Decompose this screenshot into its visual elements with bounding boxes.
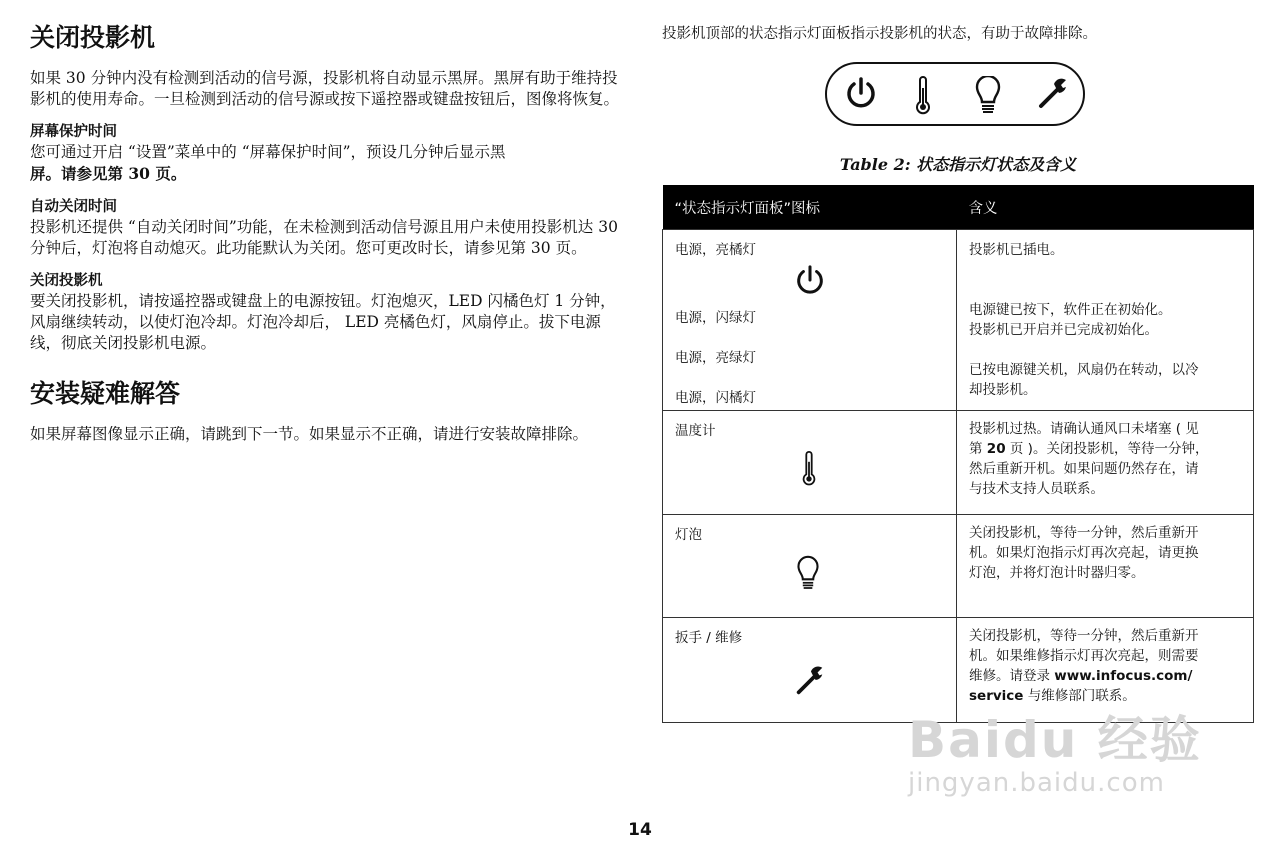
shutdown-heading: 关闭投影机 [30, 273, 103, 289]
thermo-cell [663, 411, 957, 515]
thermo-page-number: 20 [986, 441, 1006, 457]
autooff-paragraph: 投影机还提供 “自动关闭时间”功能，在未检测到活动信号源且用户未使用投影机达 30 分钟后，灯泡将自动熄灭。此功能默认为关闭。您可更改时长，请参见第 30 页。 [30, 218, 618, 257]
header-meaning: 含义 [957, 185, 1254, 230]
power-meaning-3: 投影机已开启并已完成初始化。 [969, 322, 1158, 338]
thermo-label: 温度计 [675, 423, 716, 439]
lamp-line-3: 灯泡，并将灯泡计时器归零。 [969, 565, 1145, 581]
wrench-line-1: 关闭投影机，等待一分钟，然后重新开 [969, 628, 1199, 644]
table-row-thermometer [663, 411, 1254, 515]
autooff-heading: 自动关闭时间 [30, 199, 117, 215]
thermo-line-3: 然后重新开机。如果问题仍然存在，请 [969, 461, 1199, 477]
wrench-line-4b: 与维修部门联系。 [1023, 688, 1136, 704]
header-icon: “状态指示灯面板”图标 [663, 185, 957, 230]
shutdown-paragraph: 要关闭投影机，请按遥控器或键盘上的电源按钮。灯泡熄灭，LED 闪橘色灯 1 分钟，风扇继续转动，以使灯泡冷却。灯泡冷却后， LED 亮橘色灯，风扇停止。拔下电源线，彻底关闭投影机电源。 [30, 292, 616, 352]
status-table [662, 185, 1254, 723]
thermo-line-1: 投影机过热。请确认通风口未堵塞 ( 见 [969, 421, 1199, 437]
screensaver-text: 您可通过开启 “设置”菜单中的 “屏幕保护时间”，预设几分钟后显示黑 [30, 143, 506, 161]
thermo-line-2a: 第 [969, 441, 987, 457]
status-indicator-panel [825, 62, 1085, 126]
wrench-label: 扳手 / 维修 [675, 630, 743, 646]
wrench-icon [793, 664, 827, 698]
lamp-line-2: 机。如果灯泡指示灯再次亮起，请更换 [969, 545, 1199, 561]
power-label-1: 电源，亮橘灯 [675, 242, 756, 258]
power-cell [663, 230, 957, 411]
lamp-cell [663, 515, 957, 618]
thermometer-icon [913, 76, 933, 116]
status-panel-intro: 投影机顶部的状态指示灯面板指示投影机的状态，有助于故障排除。 [662, 26, 1097, 42]
wrench-icon [1035, 76, 1071, 112]
section-title-troubleshooting: 安装疑难解答 [30, 379, 181, 408]
thermo-line-2b: 页 )。关闭投影机，等待一分钟， [1005, 441, 1209, 457]
lamp-meaning [957, 515, 1254, 618]
screensaver-page-ref: 屏。请参见第 30 页。 [30, 164, 187, 183]
wrench-line-2: 机。如果维修指示灯再次亮起，则需要 [969, 648, 1199, 664]
power-label-3: 电源，亮绿灯 [675, 350, 756, 366]
table-row-power [663, 230, 1254, 411]
screensaver-heading: 屏幕保护时间 [30, 124, 117, 140]
table-header-row [663, 185, 1254, 230]
power-icon [793, 264, 827, 298]
page-number: 14 [628, 820, 652, 840]
lamp-icon [973, 76, 1003, 118]
power-meaning-4: 已按电源键关机，风扇仍在转动，以冷 [969, 362, 1199, 378]
service-url-part2[interactable]: service [969, 688, 1024, 704]
table-caption: Table 2: 状态指示灯状态及含义 [839, 155, 1077, 174]
thermo-meaning [957, 411, 1254, 515]
power-meaning-2: 电源键已按下，软件正在初始化。 [969, 302, 1172, 318]
power-label-2: 电源，闪绿灯 [675, 310, 756, 326]
section-title-shutdown: 关闭投影机 [30, 23, 156, 52]
troubleshooting-paragraph: 如果屏幕图像显示正确，请跳到下一节。如果显示不正确，请进行安装故障排除。 [30, 425, 589, 443]
power-meaning-cell [957, 230, 1254, 411]
thermometer-icon [800, 449, 818, 489]
blank-screen-paragraph: 如果 30 分钟内没有检测到活动的信号源，投影机将自动显示黑屏。黑屏有助于维持投影机的使用寿命。一旦检测到活动的信号源或按下遥控器或键盘按钮后，图像将恢复。 [30, 69, 620, 108]
power-meaning-1: 投影机已插电。 [969, 242, 1064, 258]
wrench-line-3a: 维修。请登录 [969, 668, 1055, 684]
lamp-line-1: 关闭投影机，等待一分钟，然后重新开 [969, 525, 1199, 541]
table-row-lamp [663, 515, 1254, 618]
power-meaning-5: 却投影机。 [969, 382, 1037, 398]
thermo-line-4: 与技术支持人员联系。 [969, 481, 1104, 497]
watermark-line-1: Baidu 经验 [908, 711, 1202, 769]
left-column [30, 20, 625, 457]
service-url-part1[interactable]: www.infocus.com/ [1054, 668, 1193, 684]
lamp-icon [795, 555, 821, 595]
watermark-line-2: jingyan.baidu.com [908, 768, 1165, 798]
screensaver-paragraph [30, 142, 625, 185]
power-label-4: 电源，闪橘灯 [675, 390, 756, 406]
lamp-label: 灯泡 [675, 527, 702, 543]
baidu-watermark [908, 700, 1202, 798]
power-icon [843, 76, 879, 112]
